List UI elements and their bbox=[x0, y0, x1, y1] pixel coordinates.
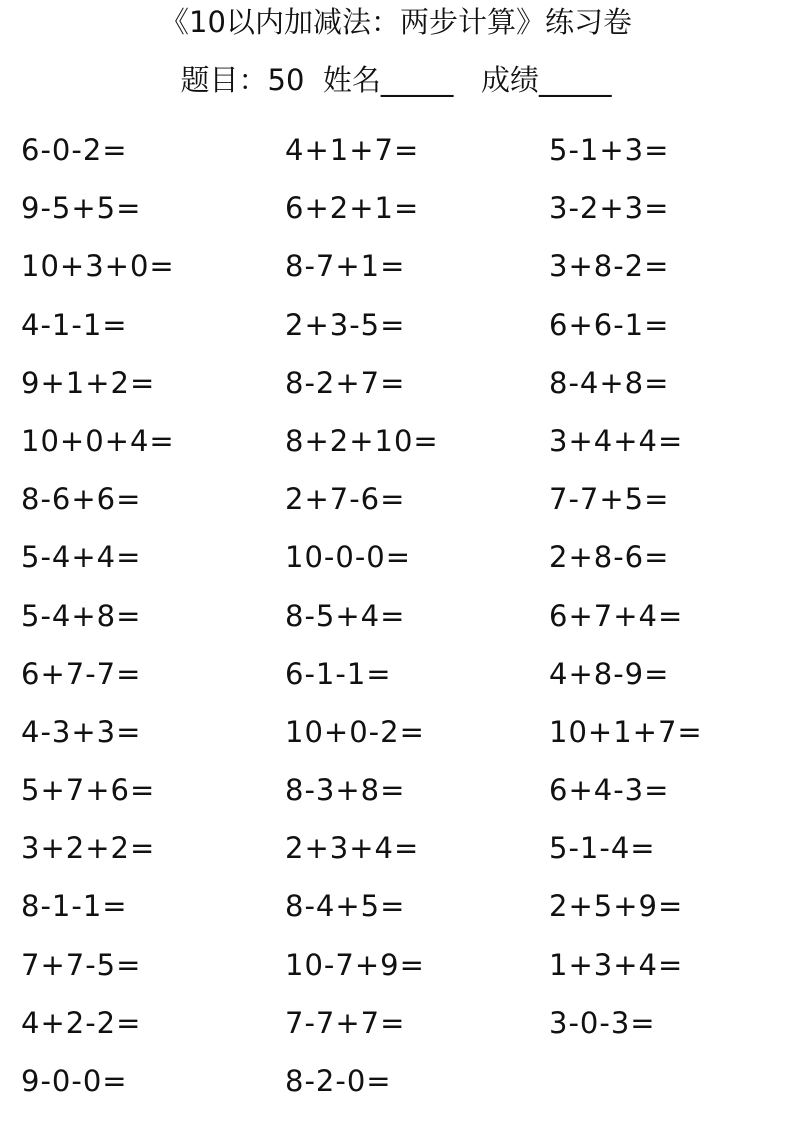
math-problem: 6+2+1= bbox=[285, 191, 420, 226]
math-problem: 6+4-3= bbox=[549, 773, 670, 808]
math-problem: 5-4+8= bbox=[21, 598, 142, 633]
math-problem: 4-3+3= bbox=[21, 714, 142, 749]
math-problem: 8+2+10= bbox=[285, 423, 439, 458]
math-problem: 4-1-1= bbox=[21, 307, 128, 342]
math-problem: 10+0+4= bbox=[21, 423, 175, 458]
math-problem: 6-0-2= bbox=[21, 133, 128, 167]
math-problem: 10+0-2= bbox=[285, 714, 425, 749]
worksheet-meta-line: 题目：50 姓名_____ 成绩_____ bbox=[180, 63, 612, 97]
math-problem: 2+7-6= bbox=[285, 482, 406, 517]
math-problem: 10-0-0= bbox=[285, 540, 412, 575]
worksheet-title: 《10以内加减法：两步计算》练习卷 bbox=[160, 5, 632, 39]
math-problem: 9-0-0= bbox=[21, 1064, 128, 1098]
math-problem: 6+6-1= bbox=[549, 307, 670, 342]
math-problem: 8-2+7= bbox=[285, 365, 406, 400]
math-problem: 9-5+5= bbox=[21, 191, 142, 226]
math-problem: 8-2-0= bbox=[285, 1064, 392, 1098]
math-problem: 8-6+6= bbox=[21, 482, 142, 517]
math-problem: 10-7+9= bbox=[285, 947, 425, 982]
math-problem: 5-1+3= bbox=[549, 133, 670, 167]
math-problem: 3-0-3= bbox=[549, 1005, 656, 1040]
math-problem: 8-4+5= bbox=[285, 889, 406, 924]
math-problem: 2+5+9= bbox=[549, 889, 684, 924]
math-problem: 2+8-6= bbox=[549, 540, 670, 575]
math-problem: 4+2-2= bbox=[21, 1005, 142, 1040]
math-problem: 7-7+7= bbox=[285, 1005, 406, 1040]
problem-grid bbox=[21, 129, 781, 1118]
math-problem: 8-7+1= bbox=[285, 249, 406, 284]
math-problem: 5-4+4= bbox=[21, 540, 142, 575]
math-problem: 8-5+4= bbox=[285, 598, 406, 633]
math-problem: 3-2+3= bbox=[549, 191, 670, 226]
math-problem: 9+1+2= bbox=[21, 365, 156, 400]
math-problem: 4+8-9= bbox=[549, 656, 670, 691]
math-problem: 7+7-5= bbox=[21, 947, 142, 982]
math-problem: 2+3+4= bbox=[285, 831, 420, 866]
math-problem: 2+3-5= bbox=[285, 307, 406, 342]
math-problem: 1+3+4= bbox=[549, 947, 684, 982]
math-problem: 3+4+4= bbox=[549, 423, 684, 458]
math-problem: 5+7+6= bbox=[21, 773, 156, 808]
math-problem: 4+1+7= bbox=[285, 133, 420, 167]
math-problem: 7-7+5= bbox=[549, 482, 670, 517]
math-problem: 8-1-1= bbox=[21, 889, 128, 924]
math-problem: 3+2+2= bbox=[21, 831, 156, 866]
math-problem: 3+8-2= bbox=[549, 249, 670, 284]
math-problem: 10+1+7= bbox=[549, 714, 703, 749]
math-problem: 6+7-7= bbox=[21, 656, 142, 691]
math-problem: 8-4+8= bbox=[549, 365, 670, 400]
math-problem: 6+7+4= bbox=[549, 598, 684, 633]
math-problem: 8-3+8= bbox=[285, 773, 406, 808]
math-problem: 6-1-1= bbox=[285, 656, 392, 691]
math-problem: 5-1-4= bbox=[549, 831, 656, 866]
math-problem: 10+3+0= bbox=[21, 249, 175, 284]
